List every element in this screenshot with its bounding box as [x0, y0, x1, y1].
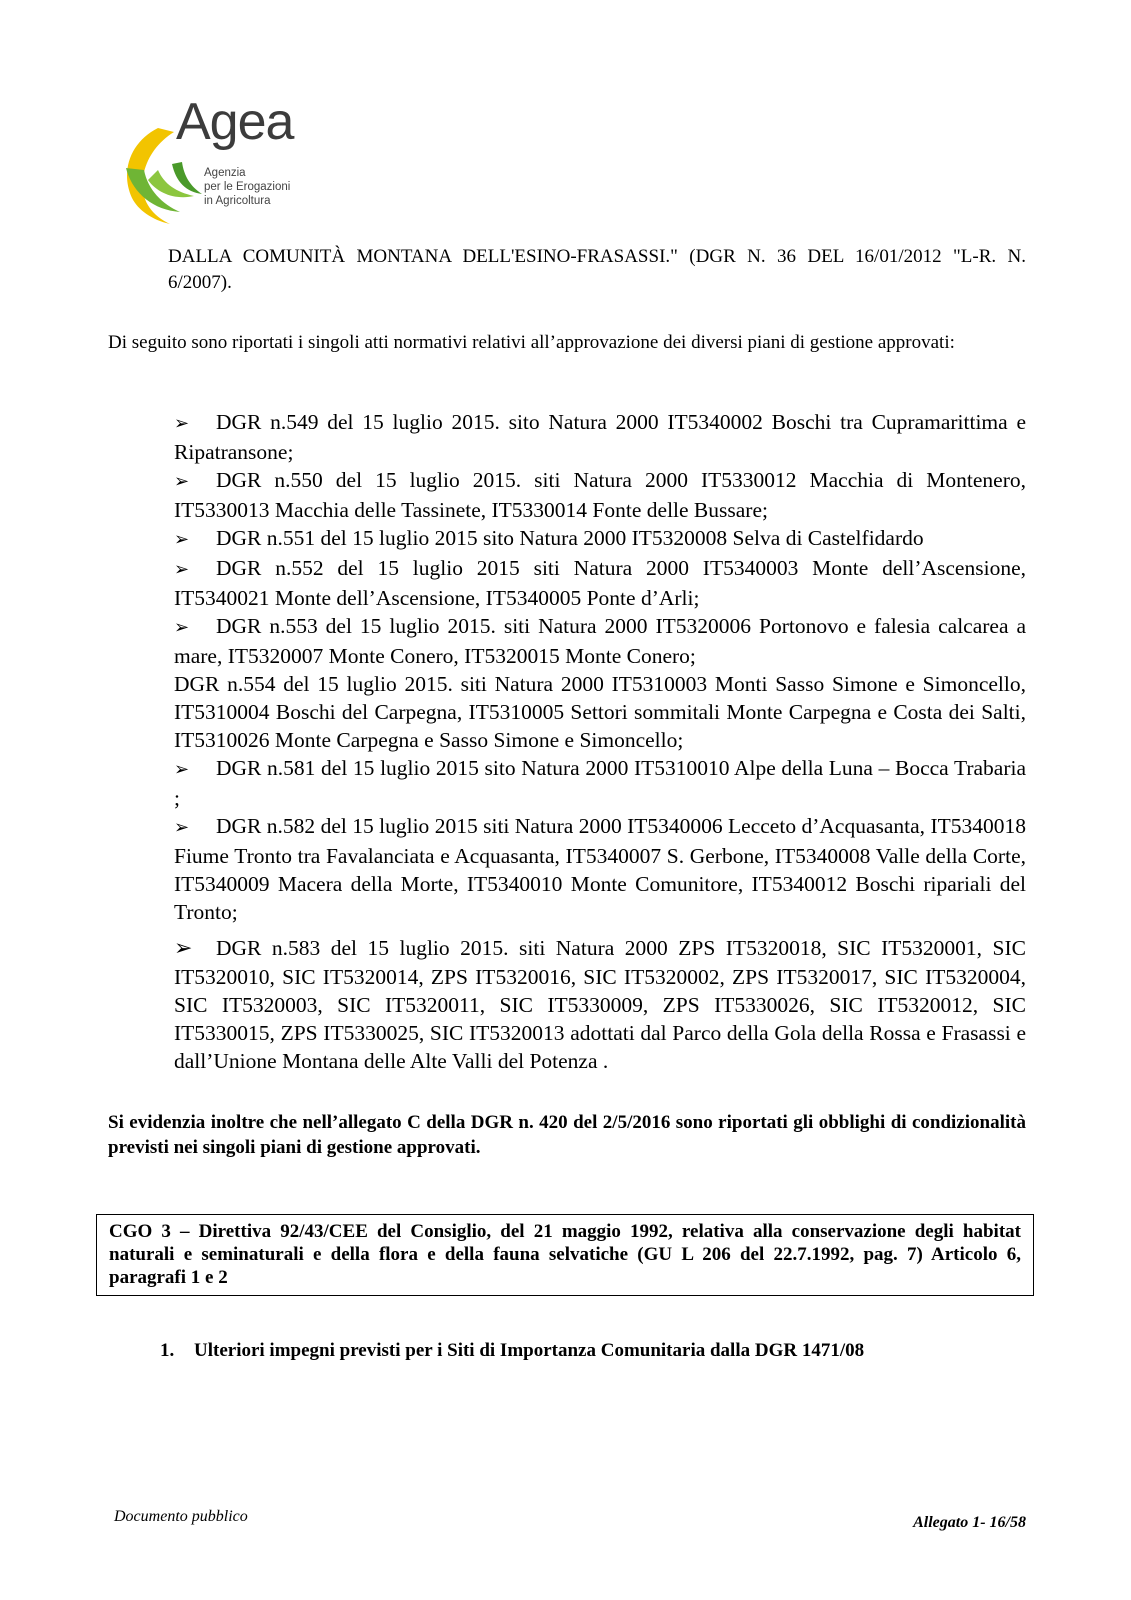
agea-logo	[118, 92, 318, 232]
section-number: 1.	[160, 1340, 175, 1361]
arrow-bullet-icon: ➢	[174, 936, 193, 961]
list-item: ➢ DGR n.550 del 15 luglio 2015. siti Natura 2000 IT5330012 Macchia di Montenero, IT5330013 Macchia delle Tassinete, IT5330014 Fonte delle Bussare;	[174, 468, 1026, 522]
section-title: Ulteriori impegni previsti per i Siti di Importanza Comunitaria dalla DGR 1471/08	[194, 1340, 865, 1361]
dgr-list	[174, 408, 1026, 1075]
list-item: ➢ DGR n.581 del 15 luglio 2015 sito Natura 2000 IT5310010 Alpe della Luna – Bocca Trabaria ;	[174, 756, 1026, 810]
lead-paragraph: Di seguito sono riportati i singoli atti normativi relativi all’approvazione dei diversi piani di gestione approvati:	[108, 332, 955, 353]
list-item: ➢ DGR n.549 del 15 luglio 2015. sito Natura 2000 IT5340002 Boschi tra Cupramarittima e Ripatransone;	[174, 410, 1026, 464]
bold-note: Si evidenzia inoltre che nell’allegato C della DGR n. 420 del 2/5/2016 sono riportati gli obblighi di condizionalità previsti nei singoli piani di gestione approvati.	[108, 1112, 1026, 1158]
list-item: ➢ DGR n.583 del 15 luglio 2015. siti Natura 2000 ZPS IT5320018, SIC IT5320001, SIC IT5320010, SIC IT5320014, ZPS IT5320016, SIC IT5320002, ZPS IT5320017, SIC IT5320004, SIC IT5320003, SIC IT5320011, SIC IT5330009, ZPS IT5330026, SIC IT5320012, SIC IT5330015, ZPS IT5330025, SIC IT5320013 adottati dal Parco della Gola della Rossa e Frasassi e dall’Unione Montana delle Alte Valli del Potenza .	[174, 936, 1026, 1073]
cgo-box: CGO 3 – Direttiva 92/43/CEE del Consiglio, del 21 maggio 1992, relativa alla conservazione degli habitat naturali e seminaturali e della flora e della fauna selvatiche (GU L 206 del 22.7.1992, pag. 7) Articolo 6, paragrafi 1 e 2	[96, 1214, 1034, 1296]
intro-text: DALLA COMUNITÀ MONTANA DELL'ESINO-FRASASSI." (DGR N. 36 DEL 16/01/2012 "L-R. N. 6/2007).	[168, 246, 1026, 293]
logo-subtitle: Agenzia per le Erogazioni in Agricoltura	[204, 167, 291, 207]
footer-page-number: Allegato 1- 16/58	[913, 1514, 1026, 1531]
arrow-bullet-icon: ➢	[174, 529, 190, 550]
section-heading	[160, 1340, 864, 1362]
list-item: ➢ DGR n.582 del 15 luglio 2015 siti Natura 2000 IT5340006 Lecceto d’Acquasanta, IT5340018 Fiume Tronto tra Favalanciata e Acquasanta, IT5340007 S. Gerbone, IT5340008 Valle della Corte, IT5340009 Macera della Morte, IT5340010 Monte Comunitore, IT5340012 Boschi ripariali del Tronto;	[174, 814, 1026, 924]
arrow-bullet-icon: ➢	[174, 413, 190, 434]
list-item: DGR n.554 del 15 luglio 2015. siti Natura 2000 IT5310003 Monti Sasso Simone e Simoncello, IT5310004 Boschi del Carpegna, IT5310005 Settori sommitali Monte Carpegna e Costa dei Salti, IT5310026 Monte Carpegna e Sasso Simone e Simoncello;	[174, 672, 1026, 752]
arrow-bullet-icon: ➢	[174, 471, 190, 492]
list-item: ➢ DGR n.551 del 15 luglio 2015 sito Natura 2000 IT5320008 Selva di Castelfidardo	[174, 524, 1026, 554]
arrow-bullet-icon: ➢	[174, 817, 190, 838]
list-item: ➢ DGR n.553 del 15 luglio 2015. siti Natura 2000 IT5320006 Portonovo e falesia calcarea a mare, IT5320007 Monte Conero, IT5320015 Monte Conero;	[174, 614, 1026, 668]
list-item: ➢ DGR n.552 del 15 luglio 2015 siti Natura 2000 IT5340003 Monte dell’Ascensione, IT5340021 Monte dell’Ascensione, IT5340005 Ponte d’Arli;	[174, 556, 1026, 610]
logo-wordmark: Agea	[176, 93, 294, 151]
arrow-bullet-icon: ➢	[174, 617, 190, 638]
arrow-bullet-icon: ➢	[174, 759, 190, 780]
footer-left: Documento pubblico	[114, 1508, 248, 1525]
arrow-bullet-icon: ➢	[174, 559, 190, 580]
